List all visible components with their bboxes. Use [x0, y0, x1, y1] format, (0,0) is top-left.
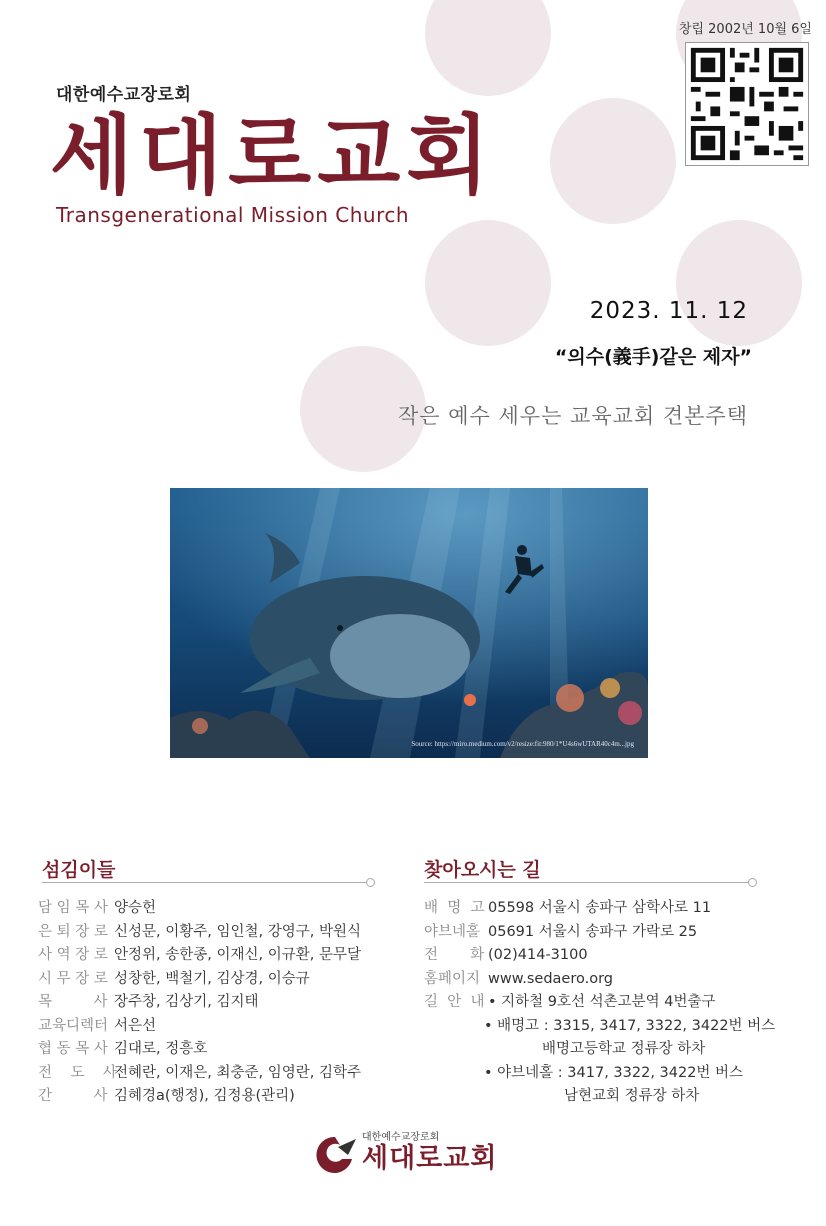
bus-stop: 남현교회 정류장 하차	[564, 1088, 700, 1104]
directions-value: 05598 서울시 송파구 삼학사로 11	[488, 900, 712, 916]
bus-info: • 야브네홀 : 3417, 3322, 3422번 버스	[484, 1064, 744, 1081]
church-logo-icon	[312, 1133, 358, 1173]
staff-role: 시 무 장 로	[38, 970, 108, 987]
staff-role: 간 사	[38, 1088, 108, 1104]
decor-circle	[425, 220, 551, 346]
bus-stop: 배명고등학교 정류장 하차	[542, 1041, 706, 1057]
staff-row	[38, 1015, 361, 1039]
directions-list	[424, 897, 775, 1109]
sermon-title: “의수(義手)같은 제자”	[554, 346, 752, 368]
staff-row	[38, 991, 361, 1015]
directions-value: • 지하철 9호선 석촌고분역 4번출구	[488, 994, 716, 1010]
staff-names: 장주창, 김상기, 김지태	[114, 994, 259, 1010]
directions-label: 홈페이지	[424, 970, 481, 987]
footer-denomination: 대한예수교장로회	[362, 1132, 440, 1143]
decor-circle	[676, 220, 802, 346]
staff-role: 은 퇴 장 로	[38, 923, 108, 940]
homepage-link[interactable]: www.sedaero.org	[488, 970, 613, 987]
directions-row	[424, 968, 775, 992]
staff-row	[38, 1038, 361, 1062]
image-credit: Source: https://miro.medium.com/v2/resize:fit:980/1*U4s6wUTAR40c4m...jpg	[411, 740, 634, 748]
directions-section-title: 찾아오시는 길	[424, 859, 541, 881]
staff-names: 성창한, 백철기, 김상경, 이승규	[114, 970, 310, 987]
staff-role: 전 도 사	[38, 1064, 117, 1081]
decor-circle	[550, 98, 676, 224]
staff-names: 안정위, 송한종, 이재신, 이규환, 문무달	[114, 947, 361, 963]
directions-label: 전 화	[424, 947, 485, 963]
directions-row	[424, 944, 775, 968]
staff-role: 사 역 장 로	[38, 947, 108, 963]
staff-row	[38, 1085, 361, 1109]
directions-row	[424, 897, 775, 921]
staff-names: 신성문, 이황주, 임인철, 강영구, 박원식	[114, 923, 361, 940]
footer-logo	[312, 1132, 497, 1174]
phone-number[interactable]: (02)414-3100	[488, 947, 588, 963]
divider-dot	[748, 878, 757, 887]
staff-names: 전혜란, 이재은, 최충준, 임영란, 김학주	[114, 1064, 361, 1081]
church-name-english: Transgenerational Mission Church	[56, 203, 410, 227]
staff-row	[38, 897, 361, 921]
staff-role: 목 사	[38, 994, 108, 1010]
divider	[424, 882, 750, 883]
bulletin-date: 2023. 11. 12	[589, 298, 748, 324]
staff-role: 교육디렉터	[38, 1017, 109, 1034]
footer-church-name: 세대로교회	[362, 1143, 498, 1174]
staff-names: 김혜경a(행정), 김정용(관리)	[114, 1088, 295, 1104]
directions-label: 배 명 고	[424, 900, 485, 916]
directions-value: 05691 서울시 송파구 가락로 25	[488, 923, 698, 940]
decor-circle	[425, 0, 551, 96]
directions-label: 길 안 내	[424, 994, 485, 1010]
staff-row	[38, 968, 361, 992]
staff-names: 서은선	[114, 1017, 157, 1034]
staff-row	[38, 1062, 361, 1086]
founded-date: 창립 2002년 10월 6일	[678, 22, 812, 37]
staff-names: 김대로, 정흥호	[114, 1041, 208, 1057]
church-name-title: 세대로교회	[50, 106, 496, 206]
directions-label: 야브네홀	[424, 923, 481, 940]
bus-info: • 배명고 : 3315, 3417, 3322, 3422번 버스	[484, 1017, 776, 1034]
staff-row	[38, 921, 361, 945]
divider-dot	[366, 878, 375, 887]
cover-illustration-whale	[170, 488, 648, 758]
directions-row	[424, 991, 775, 1015]
divider	[42, 882, 368, 883]
staff-section-title: 섬김이들	[42, 859, 116, 881]
staff-role: 담 임 목 사	[38, 900, 108, 916]
qr-code[interactable]	[685, 42, 809, 166]
denomination-label: 대한예수교장로회	[56, 85, 192, 105]
staff-names: 양승헌	[114, 900, 157, 916]
staff-row	[38, 944, 361, 968]
directions-row	[424, 921, 775, 945]
staff-role: 협 동 목 사	[38, 1041, 108, 1057]
staff-list	[38, 897, 361, 1109]
church-motto: 작은 예수 세우는 교육교회 견본주택	[398, 404, 748, 428]
